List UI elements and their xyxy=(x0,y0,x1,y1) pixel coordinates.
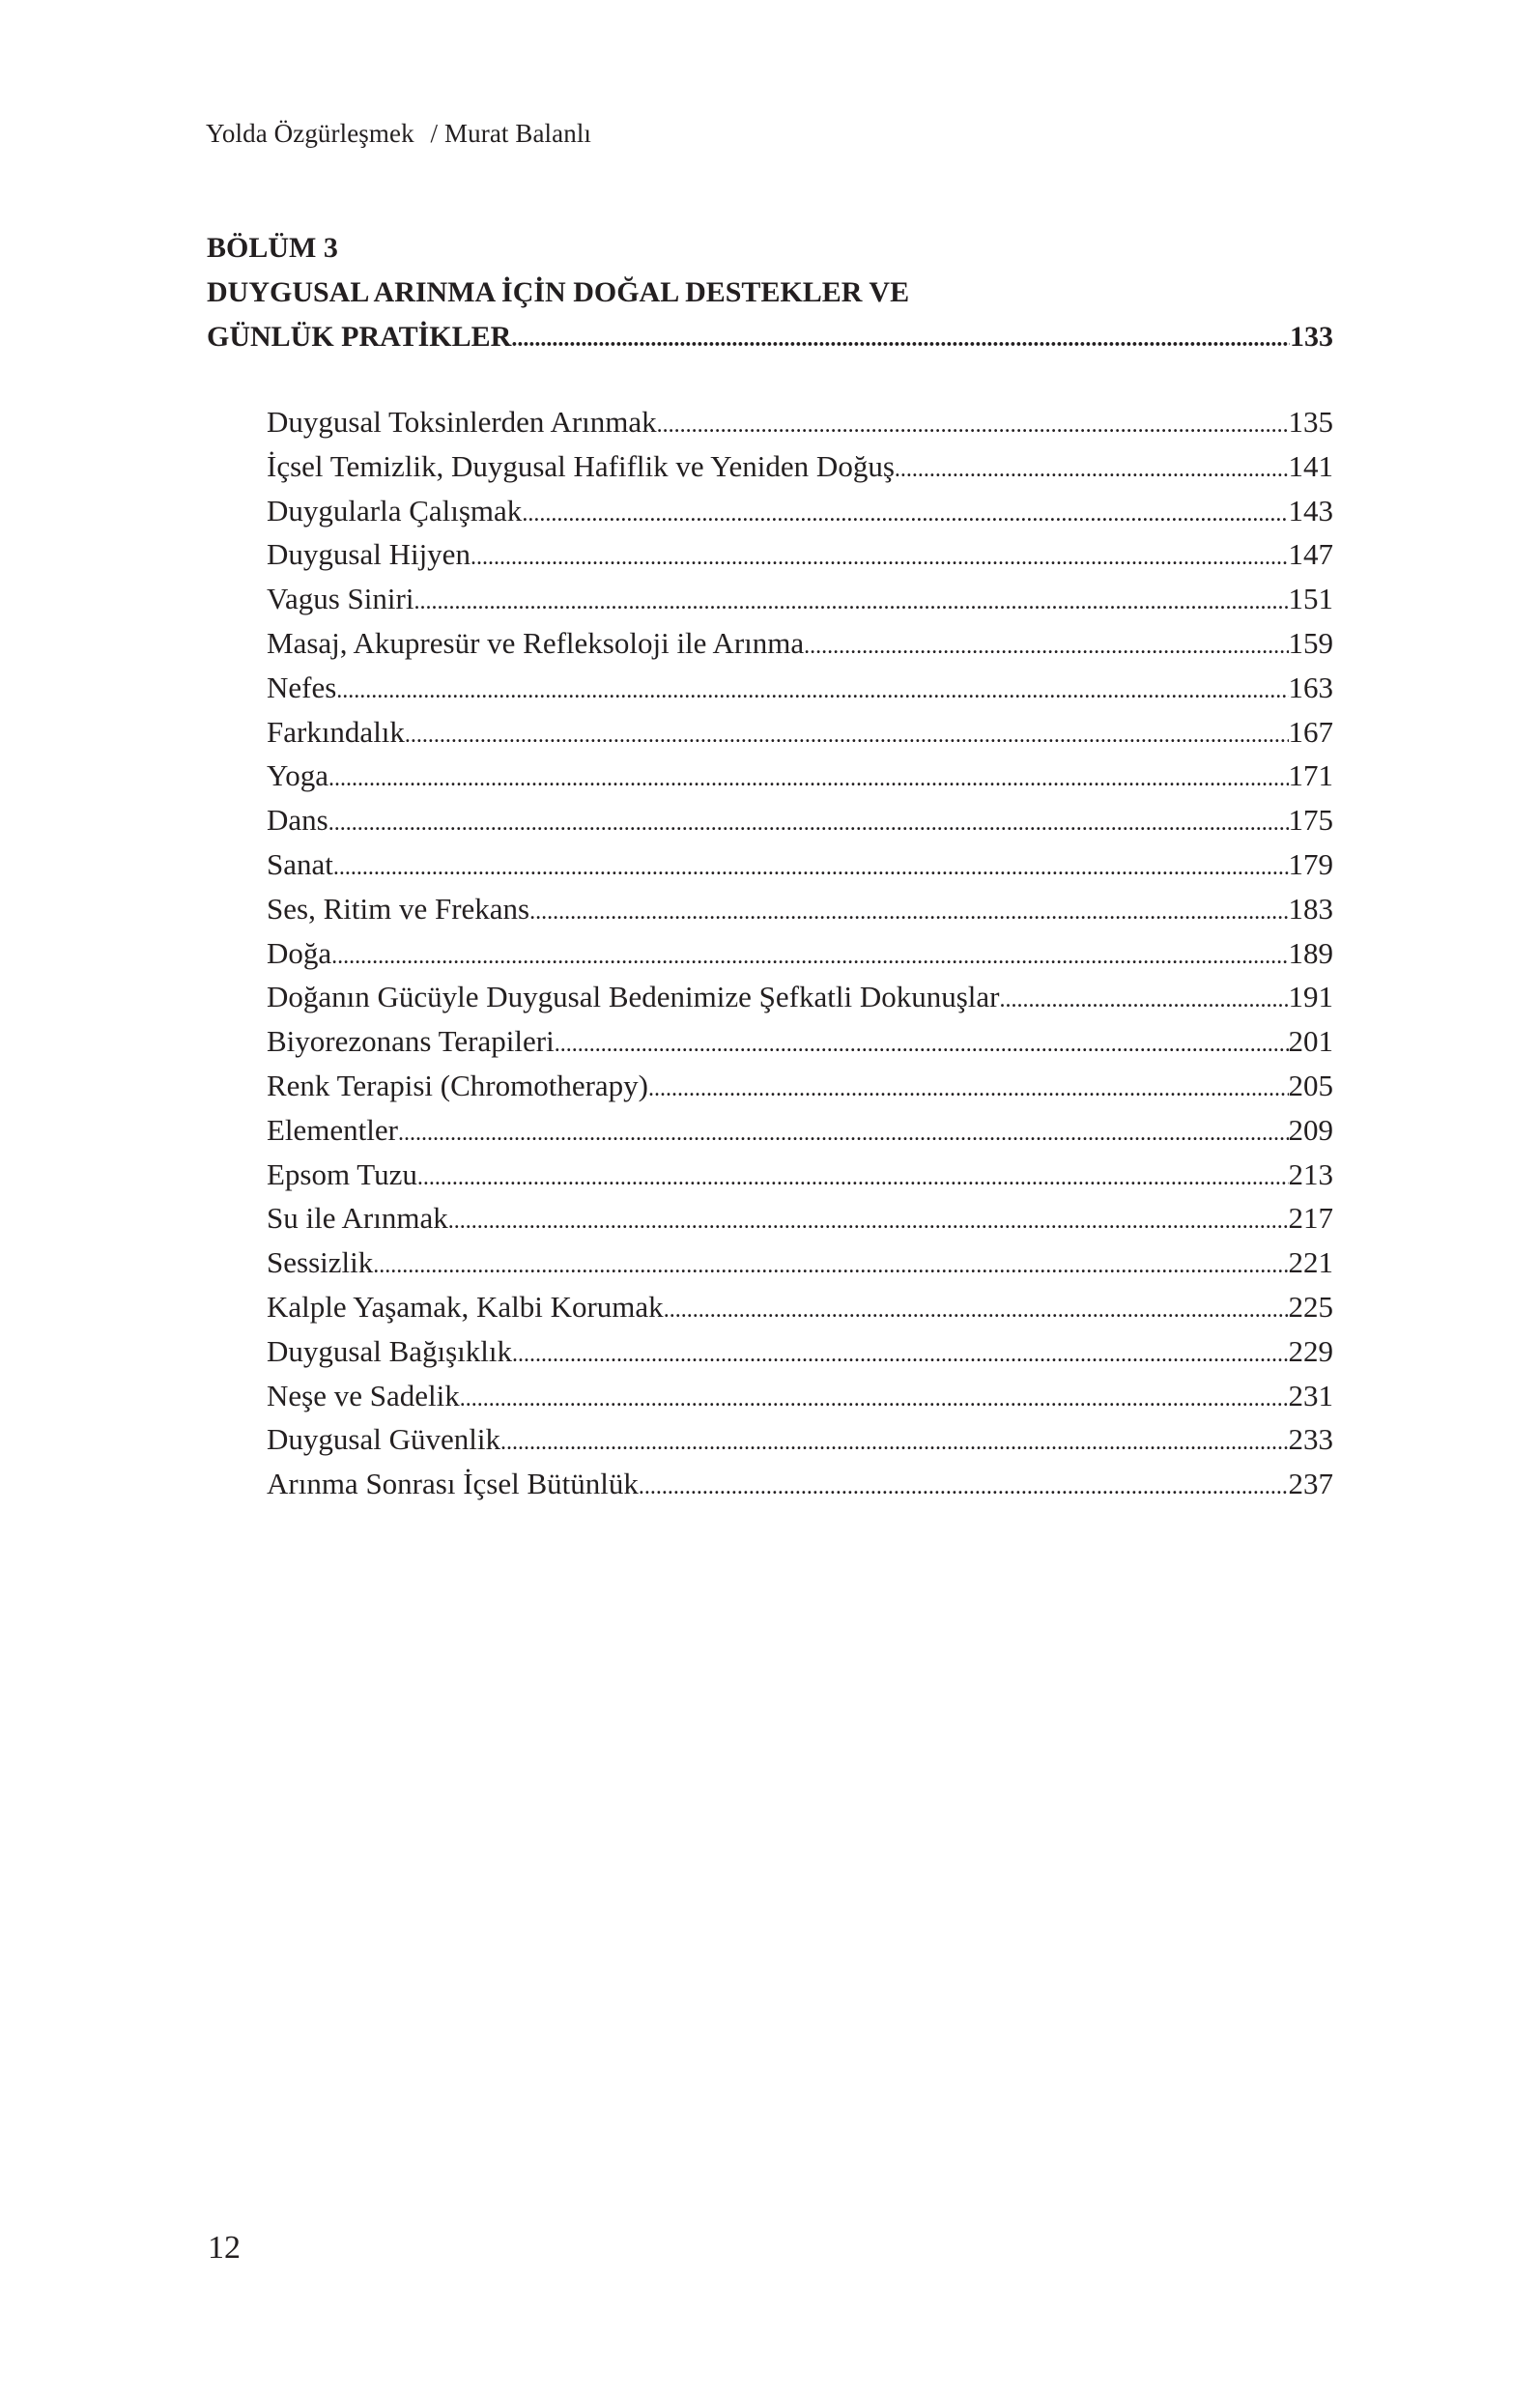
toc-entry[interactable] xyxy=(267,1196,1333,1241)
toc-entry[interactable] xyxy=(267,1153,1333,1197)
dot-leader xyxy=(555,1019,1289,1064)
toc-entry-page-number: 205 xyxy=(1288,1068,1333,1102)
toc-entry[interactable] xyxy=(267,1108,1333,1153)
toc-entry-page-number: 183 xyxy=(1288,891,1333,926)
toc-entry[interactable] xyxy=(267,754,1333,798)
dot-leader xyxy=(639,1462,1289,1506)
dot-leader xyxy=(648,1064,1289,1108)
dot-leader xyxy=(331,931,1288,976)
toc-entry-title: Farkındalık xyxy=(267,714,405,749)
dot-leader xyxy=(512,1329,1288,1374)
toc-entry[interactable] xyxy=(267,444,1333,489)
author-name: Murat Balanlı xyxy=(444,119,592,148)
toc-entry-title: Epsom Tuzu xyxy=(267,1156,417,1191)
dot-leader xyxy=(460,1374,1289,1418)
chapter-title-text: GÜNLÜK PRATİKLER xyxy=(207,321,512,353)
toc-entry-title: Su ile Arınmak xyxy=(267,1201,448,1236)
toc-entry-page-number: 201 xyxy=(1288,1024,1333,1059)
chapter-heading xyxy=(207,226,1333,359)
dot-leader xyxy=(448,1196,1289,1241)
dot-leader xyxy=(522,489,1288,533)
toc-entry-title: Dans xyxy=(267,803,328,838)
toc-entry-title: Duygusal Güvenlik xyxy=(267,1422,500,1457)
toc-entry-title: Neşe ve Sadelik xyxy=(267,1378,460,1412)
toc-entry[interactable] xyxy=(267,577,1333,621)
toc-entry[interactable] xyxy=(267,710,1333,755)
chapter-title-line-1: DUYGUSAL ARINMA İÇİN DOĞAL DESTEKLER VE xyxy=(207,276,910,308)
toc-entry-title: Sessizlik xyxy=(267,1245,374,1280)
toc-entry-title: Doğanın Gücüyle Duygusal Bedenimize Şefkatli Dokunuşlar xyxy=(267,980,1000,1014)
toc-entry[interactable] xyxy=(267,887,1333,931)
dot-leader xyxy=(373,1241,1288,1285)
toc-entry[interactable] xyxy=(267,798,1333,842)
chapter-label: BÖLÜM 3 xyxy=(207,232,338,264)
toc-entry-page-number: 237 xyxy=(1288,1467,1333,1501)
toc-entry-page-number: 171 xyxy=(1288,758,1333,793)
toc-entry-page-number: 141 xyxy=(1288,448,1333,483)
toc-entry-title: İçsel Temizlik, Duygusal Hafiflik ve Yeniden Doğuş xyxy=(267,448,895,483)
book-title: Yolda Özgürleşmek xyxy=(206,119,414,148)
toc-entry-title: Biyorezonans Terapileri xyxy=(267,1024,555,1059)
header-separator: / xyxy=(430,119,439,148)
toc-entry-page-number: 147 xyxy=(1288,537,1333,572)
table-of-contents xyxy=(267,400,1333,1506)
dot-leader xyxy=(336,666,1288,710)
dot-leader xyxy=(657,400,1289,444)
dot-leader xyxy=(664,1285,1289,1329)
dot-leader xyxy=(500,1417,1289,1462)
toc-entry[interactable] xyxy=(267,931,1333,976)
toc-entry[interactable] xyxy=(267,1241,1333,1285)
toc-entry[interactable] xyxy=(267,666,1333,710)
dot-leader xyxy=(511,315,1290,359)
dot-leader xyxy=(328,798,1289,842)
toc-entry[interactable] xyxy=(267,621,1333,666)
toc-entry-page-number: 189 xyxy=(1288,935,1333,970)
toc-entry-page-number: 231 xyxy=(1288,1378,1333,1412)
toc-entry-title: Sanat xyxy=(267,846,333,881)
toc-entry[interactable] xyxy=(267,532,1333,577)
toc-entry[interactable] xyxy=(267,1329,1333,1374)
toc-entry-page-number: 221 xyxy=(1288,1245,1333,1280)
toc-entry-title: Masaj, Akupresür ve Refleksoloji ile Arınma xyxy=(267,625,805,660)
toc-entry-page-number: 233 xyxy=(1288,1422,1333,1457)
dot-leader xyxy=(398,1108,1289,1153)
dot-leader xyxy=(895,444,1289,489)
dot-leader xyxy=(328,754,1288,798)
dot-leader xyxy=(999,975,1288,1019)
toc-entry-page-number: 163 xyxy=(1288,670,1333,704)
toc-entry-title: Renk Terapisi (Chromotherapy) xyxy=(267,1068,648,1102)
toc-entry[interactable] xyxy=(267,1285,1333,1329)
page-number: 12 xyxy=(208,2230,241,2266)
toc-entry-title: Yoga xyxy=(267,758,329,793)
dot-leader xyxy=(417,1153,1289,1197)
dot-leader xyxy=(405,710,1289,755)
toc-entry-title: Vagus Siniri xyxy=(267,582,414,616)
toc-entry-title: Ses, Ritim ve Frekans xyxy=(267,891,530,926)
toc-entry-page-number: 135 xyxy=(1288,405,1333,439)
toc-entry-page-number: 143 xyxy=(1288,493,1333,528)
dot-leader xyxy=(414,577,1288,621)
toc-entry[interactable] xyxy=(267,489,1333,533)
chapter-title-line-2[interactable] xyxy=(207,315,1333,359)
toc-entry-page-number: 191 xyxy=(1288,980,1333,1014)
toc-entry-title: Arınma Sonrası İçsel Bütünlük xyxy=(267,1467,639,1501)
toc-entry-page-number: 225 xyxy=(1288,1289,1333,1324)
toc-entry-page-number: 213 xyxy=(1288,1156,1333,1191)
dot-leader xyxy=(333,842,1289,887)
toc-entry-page-number: 229 xyxy=(1288,1333,1333,1368)
toc-entry[interactable] xyxy=(267,1462,1333,1506)
toc-entry-title: Kalple Yaşamak, Kalbi Korumak xyxy=(267,1289,664,1324)
toc-entry[interactable] xyxy=(267,1019,1333,1064)
toc-entry[interactable] xyxy=(267,842,1333,887)
running-head xyxy=(206,118,591,149)
toc-entry-page-number: 209 xyxy=(1288,1112,1333,1147)
toc-entry[interactable] xyxy=(267,1417,1333,1462)
toc-entry[interactable] xyxy=(267,975,1333,1019)
toc-entry-title: Nefes xyxy=(267,670,337,704)
toc-entry-title: Duygusal Bağışıklık xyxy=(267,1333,513,1368)
toc-entry[interactable] xyxy=(267,400,1333,444)
toc-entry-page-number: 151 xyxy=(1288,582,1333,616)
toc-entry-title: Elementler xyxy=(267,1112,398,1147)
toc-entry-page-number: 167 xyxy=(1288,714,1333,749)
toc-entry-title: Duygusal Hijyen xyxy=(267,537,471,572)
toc-entry-page-number: 217 xyxy=(1288,1201,1333,1236)
dot-leader xyxy=(471,532,1289,577)
toc-entry-title: Doğa xyxy=(267,935,332,970)
dot-leader xyxy=(804,621,1288,666)
toc-entry-page-number: 179 xyxy=(1288,846,1333,881)
toc-entry-title: Duygusal Toksinlerden Arınmak xyxy=(267,405,657,439)
toc-entry[interactable] xyxy=(267,1064,1333,1108)
dot-leader xyxy=(529,887,1288,931)
toc-entry-title: Duygularla Çalışmak xyxy=(267,493,523,528)
toc-entry-page-number: 159 xyxy=(1288,625,1333,660)
chapter-page-number: 133 xyxy=(1290,321,1333,353)
toc-entry-page-number: 175 xyxy=(1288,803,1333,838)
toc-entry[interactable] xyxy=(267,1374,1333,1418)
